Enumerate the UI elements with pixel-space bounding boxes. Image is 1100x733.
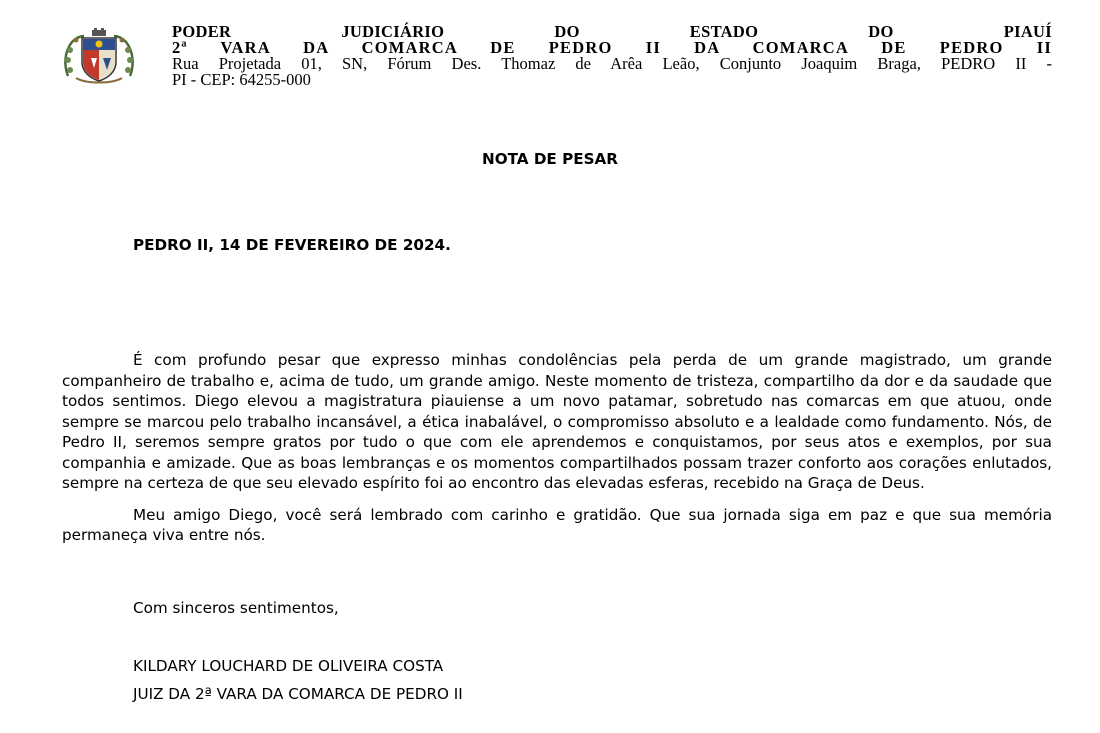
body-paragraph-2: Meu amigo Diego, você será lembrado com carinho e gratidão. Que sua jornada siga em paz e que sua memória permaneça viva entre nós.: [62, 505, 1052, 544]
court-address-line1: Rua Projetada 01, SN, Fórum Des. Thomaz de Arêa Leão, Conjunto Joaquim Braga, PEDRO II -: [172, 54, 1052, 73]
closing-salutation: Com sinceros sentimentos,: [133, 599, 339, 617]
court-name: PODER JUDICIÁRIO DO ESTADO DO PIAUÍ: [172, 22, 1052, 41]
coat-of-arms-icon: [62, 28, 136, 84]
court-address-line2: PI - CEP: 64255-000: [172, 70, 311, 89]
letterhead-text: [172, 24, 1052, 88]
document-date: PEDRO II, 14 DE FEVEREIRO DE 2024.: [133, 236, 451, 254]
body-paragraph-1: É com profundo pesar que expresso minhas condolências pela perda de um grande magistrado, um grande companheiro de trabalho e, acima de tudo, um grande amigo. Neste momento de tristeza, compartilho da dor e da saudade que todos sentimos. Diego elevou a magistratura piauiense a um novo patamar, sobretudo nas comarcas em que atuou, onde sempre se marcou pelo trabalho incansável, a ética inabalável, o compromisso absoluto e a lealdade como fundamento. Nós, de Pedro II, seremos sempre gratos por tudo o que com ele aprendemos e conquistamos, por seus atos e exemplos, por sua companhia e amizade. Que as boas lembranças e os momentos compartilhados possam trazer conforto aos corações enlutados, sempre na certeza de que seu elevado espírito foi ao encontro das elevadas esferas, recebido na Graça de Deus.: [62, 351, 1052, 492]
signer-name: KILDARY LOUCHARD DE OLIVEIRA COSTA: [133, 657, 444, 675]
document-title: NOTA DE PESAR: [481, 150, 618, 168]
court-division: 2ª VARA DA COMARCA DE PEDRO II DA COMARCA DE PEDRO II: [172, 38, 1052, 57]
document-body: [62, 350, 1052, 546]
signer-role: JUIZ DA 2ª VARA DA COMARCA DE PEDRO II: [133, 685, 463, 703]
letterhead: [62, 24, 1052, 94]
